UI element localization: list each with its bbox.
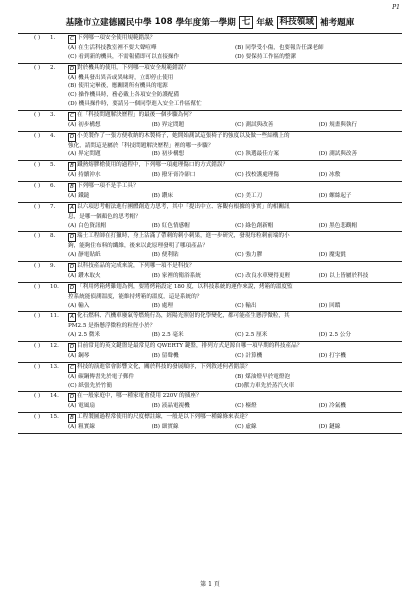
option-text: (C) 2.5 厘米 [235,332,268,339]
option-text: (A) 輸入 [68,302,90,309]
option-text: (B) 留聲機 [151,352,179,359]
option-text: (D) 魔鬼氈 [318,252,346,259]
question-item [18,413,402,434]
question-text: 在一般家庭中，哪一種家電會使用 220V 的插座？ [77,393,202,400]
answer-box: A [68,204,76,213]
option-text: (D) 2.5 公分 [318,332,351,339]
option-row [68,302,402,311]
option-text: (B) 鑽床 [151,192,173,199]
question-text: 在「科技問題解決歷程」的最後一個步驟為何？ [77,111,195,118]
answer-box: A [68,313,76,322]
option-text: (C) 輸出 [235,302,257,309]
answer-box: D [69,234,75,241]
option-text: (C) 美工刀 [235,192,263,199]
answer-box: B [68,183,76,192]
option-text: (A) 機具發出異音或異味時，立即停止使用 [68,74,174,81]
option-text: (B) 處理 [151,302,173,309]
option-text: (C) 操作機具時，務必戴上各項安全防護配備 [68,92,180,99]
question-number: 3. [50,111,56,118]
option-row [68,142,402,151]
page-label: P1 [392,4,400,11]
option-text: (B) 細實線 [151,424,179,431]
option-row [68,352,402,361]
option-text: 強化，請問這是屬於「科技問題解決歷程」裡的哪一步驟？ [68,142,214,149]
question-stem [68,111,402,121]
option-text: (D) 以上皆屬於科技 [318,272,369,279]
question-number: 10. [50,283,59,290]
question-number: 9. [50,262,56,269]
option-text: (A) 電風扇 [68,403,95,410]
answer-box: D [69,263,75,270]
option-text: (A) 白色資訊帽 [68,222,107,229]
answer-paren: ( ) [34,111,41,118]
option-text: (D) 黑色悲觀帽 [318,222,358,229]
school-year: 108 [154,17,173,27]
option-row [68,213,402,222]
option-text: (D) 回饋 [318,302,341,309]
question-number: 5. [50,162,56,169]
question-item [18,161,402,182]
option-text: (A) 在生活科技教室裡不要大聲喧嘩 [68,45,157,51]
question-number: 8. [50,233,56,240]
question-text: 以科技產品的完成來說，下列哪一項不是科技？ [77,262,195,269]
question-stem [68,262,402,272]
question-stem [68,132,402,142]
question-number: 2. [50,64,56,71]
option-text: (C) 強力膠 [235,252,263,259]
question-item [18,392,402,413]
question-stem [68,392,402,402]
option-row [68,382,402,391]
answer-paren: ( ) [34,393,41,400]
question-item [18,283,402,313]
option-text: (B) 撥牙膏冷卻口 [151,172,196,179]
option-row [68,82,402,91]
page-footer: 第 1 頁 [200,581,220,588]
question-number: 14. [50,393,59,400]
question-stem [68,413,402,423]
subject-box: 科技領域 [277,16,317,29]
option-text: (A) 鑽木取火 [68,272,101,279]
question-item [18,312,402,342]
option-row [68,293,402,302]
answer-paren: ( ) [34,64,41,71]
option-row [68,171,402,180]
option-text: (A) 鋼琴 [68,352,90,359]
option-text: (A) 粗實線 [68,424,95,431]
school-name: 基隆市立建德國民中學 [65,18,152,28]
option-row [68,423,402,432]
answer-paren: ( ) [34,342,41,349]
question-list [18,34,402,434]
option-text: (B) 同學受小傷，也要報告任課老師 [235,45,324,51]
option-row [68,402,402,411]
option-text: (D) 規畫與執行 [318,121,358,128]
question-stem [68,232,402,242]
answer-paren: ( ) [34,262,41,269]
question-number: 15. [50,414,59,421]
option-text: 控系統能偵測溫度，能維持烤箱的溫度，這是系統的？ [68,293,203,300]
option-row [68,44,402,53]
option-row [68,322,402,331]
answer-paren: ( ) [34,414,41,421]
question-stem [68,283,402,293]
answer-box: D [69,133,75,140]
option-text: (A) 碳鋼傳書先於電子郵件 [68,373,135,380]
option-text: (A) 靜電貼紙 [68,252,101,259]
answer-paren: ( ) [34,182,41,189]
answer-box: C [68,364,76,373]
question-text: 科技的演進常會影響文化，關於科技的發展順序，下列敘述何者錯誤？ [77,363,251,370]
question-item [18,64,402,111]
question-item [18,34,402,64]
option-text: (A) 初步構想 [68,121,101,128]
answer-paren: ( ) [34,233,41,240]
option-text: (D) 鏈線 [318,424,341,431]
option-row [68,91,402,100]
answer-paren: ( ) [34,283,41,290]
question-number: 1. [50,35,56,41]
option-text: (D) 打字機 [318,352,346,359]
option-text: (C) 改良水車變得更輕 [235,272,291,279]
question-number: 7. [50,203,56,210]
option-row [68,192,402,201]
option-row [68,222,402,231]
question-stem [68,363,402,373]
question-number: 4. [50,132,56,139]
question-text: 瑞士工程師在打獵時，身上沾滿了帶刺的刺小刺果，進一步研究，發現每粒刺前端的小 [77,233,290,240]
option-row [68,242,402,251]
option-text: (C) 檯燈 [235,403,257,410]
option-row [68,53,402,62]
option-text: (B) 初步構想 [151,151,185,158]
question-stem [68,203,402,213]
answer-box: C [68,112,76,121]
question-stem [68,182,402,192]
answer-box: D [69,284,75,291]
answer-box: B [68,162,76,171]
question-text: 目前常見的英文鍵盤是最常見的 QWERTY 鍵盤，排列方式是源自哪一項早期的科技產品？ [77,342,303,349]
option-row [68,331,402,340]
answer-paren: ( ) [34,313,41,320]
option-row [68,373,402,382]
option-text: PM2.5 是指懸浮微粒的粒徑小於？ [68,323,156,330]
term: 學年度第一學期 [175,18,236,28]
option-text: 鉤，能夠住布料的纖維，後來以此原理發明了哪項產品？ [68,243,208,250]
question-item [18,132,402,162]
option-text: (D) 測試與改善 [318,151,358,158]
answer-box: C [68,35,76,44]
option-text: (A) 持續沖水 [68,172,101,179]
option-text: (D) 螺絲起子 [318,192,352,199]
question-stem [68,161,402,171]
option-text: (D) 冷氣機 [318,403,346,410]
answer-paren: ( ) [34,132,41,139]
option-text: (A) 2.5 微米 [68,332,101,339]
grade-box: 七 [239,16,254,29]
question-number: 13. [50,363,59,370]
option-text: (B) 便利貼 [151,252,179,259]
option-text: (C) 計算機 [235,352,263,359]
option-row [68,272,402,281]
question-number: 6. [50,182,56,189]
option-text: (B) 紅色情感帽 [151,222,190,229]
option-row [68,121,402,130]
option-text: (C) 執選最佳方案 [235,151,279,158]
question-item [18,111,402,132]
answer-paren: ( ) [34,35,41,41]
exam-header [18,14,402,30]
question-text: 以六項思考帽法進行團體創造力思考，其中「提出中立、客觀有根據的事實」的相關訊 [77,203,290,210]
question-text: 對於機具的使用，下列哪一項安全規範錯誤？ [77,64,189,71]
question-stem [68,312,402,322]
option-text: (C) 找校護處理傷 [235,172,279,179]
option-text: (A) 界定問題 [68,151,101,158]
question-text: 下列哪一項不是手工具？ [77,182,139,189]
question-number: 12. [50,342,59,349]
question-item [18,342,402,363]
option-text: (B) 液晶電視機 [151,403,190,410]
question-text: 鐵熱熔膠槍使用的過程中，下列哪一項處理傷口的方式錯誤？ [77,162,229,169]
answer-paren: ( ) [34,363,41,370]
question-stem [68,342,402,352]
question-item [18,262,402,283]
question-text: 下列哪一項安全使用規範錯誤？ [77,35,156,41]
question-item [18,363,402,393]
option-text: (D)獸力車先於蒸汽火車 [235,382,295,389]
answer-paren: ( ) [34,203,41,210]
question-stem [68,34,402,44]
option-row [68,150,402,159]
option-text: 息，是哪一個顏色的思考帽？ [68,213,141,220]
answer-box: B [68,414,76,423]
option-text: (C) 紙張先於竹簡 [68,382,112,389]
option-text: (C) 測試與改善 [235,121,274,128]
option-text: (B) 界定問題 [151,121,185,128]
exam-type: 補考題庫 [319,18,355,28]
option-text: (B) 家裡的衛浴系統 [151,272,201,279]
option-text: (D) 冰敷 [318,172,341,179]
question-stem [68,64,402,74]
question-number: 11. [50,313,59,320]
option-text: (A) 鐵鎚 [68,192,90,199]
option-text: (C) 虛線 [235,424,257,431]
option-row [68,74,402,83]
option-text: (B) 使用完畢後，應關閉所有機具的電源 [68,83,168,90]
option-text: (C) 看到新的機具，不需報備即可以直接操作 [68,53,180,60]
option-text: (C) 綠色創新帽 [235,222,274,229]
option-row [68,100,402,109]
answer-box: D [69,65,75,72]
answer-box: D [69,343,75,350]
question-item [18,232,402,262]
question-text: 小美製作了一張方便收納的木製椅子，她開始測試這張椅子的強度以及做一些結構上的 [77,132,290,139]
question-text: 「利用烤箱烤雞翅為例，要將烤箱設定 180 度，以科技系統的運作來說，烤箱的溫度監 [77,283,293,290]
answer-box: D [69,394,75,401]
question-item [18,203,402,233]
option-text: (B) 煤油燈早於電燈泡 [235,373,291,380]
grade-label: 年級 [256,18,274,28]
option-text: (D) 要保持工作區的整潔 [235,53,296,60]
option-text: (D) 機具操作時，要請另一個同學進入安全工作區幫忙 [68,100,202,107]
option-row [68,251,402,260]
option-text: (B) 2.5 毫米 [151,332,184,339]
question-text: 化石燃料、汽機車廢氣等燃燒行為，經陽光照射的化學變化，都可能產生懸浮微粒，其 [77,313,290,320]
question-item [18,182,402,203]
answer-paren: ( ) [34,162,41,169]
question-text: 工程製圖過程常使用的尺度標註線，一般是以下列哪一種線條來表達？ [77,414,251,421]
